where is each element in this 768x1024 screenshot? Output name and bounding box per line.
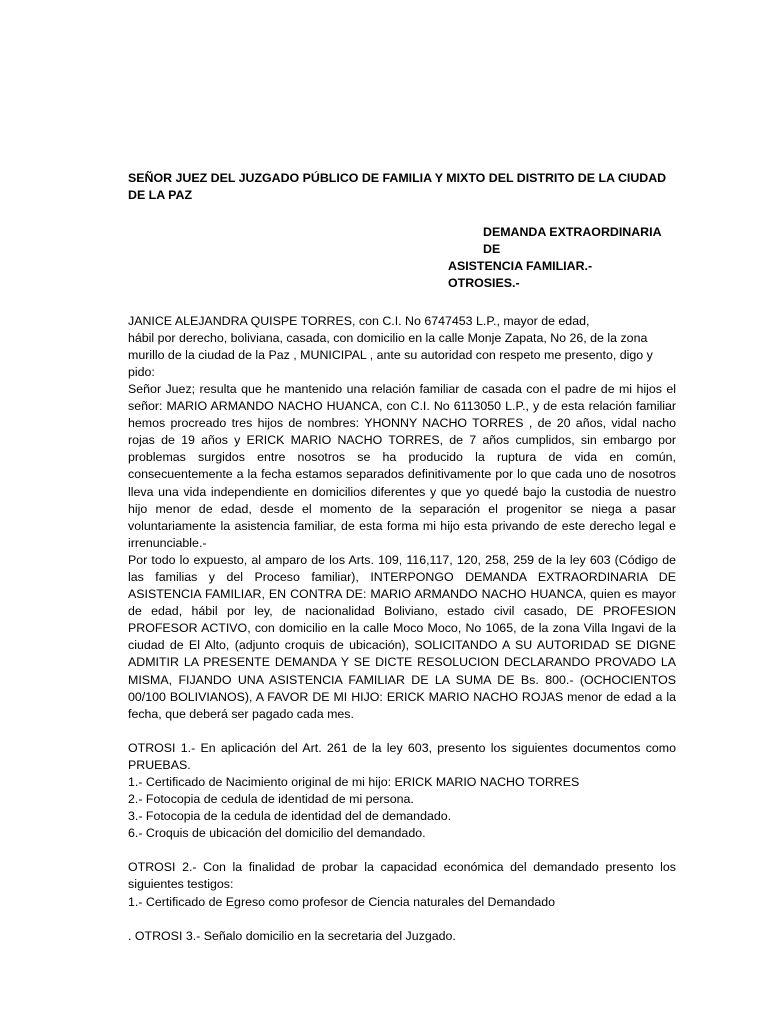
otrosi-2-intro: OTROSI 2.- Con la finalidad de probar la capacidad económica del demandado presento los siguientes testigos: (128, 860, 676, 892)
otrosi-1-item: 1.- Certificado de Nacimiento original de mi hijo: ERICK MARIO NACHO TORRES (128, 775, 580, 789)
otrosi-1-item: 2.- Fotocopia de cedula de identidad de mi persona. (128, 792, 414, 807)
subheading-line-2: ASISTENCIA FAMILIAR.- (448, 259, 593, 274)
otrosi-1-item: 6.- Croquis de ubicación del domicilio del demandado. (128, 826, 426, 841)
spacer (128, 911, 676, 928)
subheading-line-1: DEMANDA EXTRAORDINARIA DE (483, 225, 662, 257)
body-paragraph-1: Señor Juez; resulta que he mantenido una relación familiar de casada con el padre de mi hijos el señor: MARIO ARMANDO NACHO HUANCA, con C.I. No 6113050 L.P., y de esta relación familiar hemos procreado tres hijos de nombres: YHONNY NACHO TORRES , de 20 años, vidal nacho rojas de 19 años y ERICK MARIO NACHO TORRES, de 7 años cumplidos, sin embargo por problemas surgidos entre nosotros se ha producido la ruptura de vida en común, consecuentemente a la fecha estamos separados definitivamente por lo que cada uno de nosotros lleva una vida independiente en domicilios diferentes y que yo quedé bajo la custodia de nuestro hijo menor de edad, desde el momento de la separación el progenitor se niega a pasar voluntariamente la asistencia familiar, de esta forma mi hijo esta privando de este derecho legal e irrenunciable.- (128, 381, 676, 550)
spacer (128, 842, 676, 859)
document-subheading (128, 224, 676, 292)
spacer (128, 723, 676, 740)
document-heading: SEÑOR JUEZ DEL JUZGADO PÚBLICO DE FAMILIA Y MIXTO DEL DISTRITO DE LA CIUDAD DE LA PAZ (128, 171, 667, 203)
legal-document-page (128, 170, 676, 945)
intro-first-line: JANICE ALEJANDRA QUISPE TORRES, con C.I. No 6747453 L.P., mayor de edad, (128, 313, 590, 328)
spacer (128, 204, 676, 224)
body-paragraph-2: Por todo lo expuesto, al amparo de los Arts. 109, 116,117, 120, 258, 259 de la ley 603 (Código de las familias y del Proceso familiar), INTERPONGO DEMANDA EXTRAORDINARIA DE ASISTENCIA FAMILIAR, EN CONTRA DE: MARIO ARMANDO NACHO HUANCA, quien es mayor de edad, hábil por ley, de nacionalidad Boliviano, estado civil casado, DE PROFESION PROFESOR ACTIVO, con domicilio en la calle Moco Moco, No 1065, de la zona Villa Ingavi de la ciudad de El Alto, (adjunto croquis de ubicación), SOLICITANDO A SU AUTORIDAD SE DIGNE ADMITIR LA PRESENTE DEMANDA Y SE DICTE RESOLUCION DECLARANDO PROVADO LA MISMA, FIJANDO UNA ASISTENCIA FAMILIAR DE LA SUMA DE Bs. 800.- (OCHOCIENTOS 00/100 BOLIVIANOS), A FAVOR DE MI HIJO: ERICK MARIO NACHO ROJAS menor de edad a la fecha, que deberá ser pagado cada mes. (128, 552, 676, 721)
otrosi-2-item: 1.- Certificado de Egreso como profesor de Ciencia naturales del Demandado (128, 894, 556, 909)
otrosi-1-intro: OTROSI 1.- En aplicación del Art. 261 de la ley 603, presento los siguientes documentos como PRUEBAS. (128, 740, 676, 772)
otrosi-1-item: 3.- Fotocopia de la cedula de identidad del de demandado. (128, 809, 452, 824)
otrosi-3: . OTROSI 3.- Señalo domicilio en la secretaria del Juzgado. (128, 928, 456, 943)
subheading-line-3: OTROSIES.- (448, 276, 520, 291)
intro-rest: hábil por derecho, boliviana, casada, con domicilio en la calle Monje Zapata, No 26, de la zona murillo de la ciudad de la Paz , MUNICIPAL , ante su autoridad con respeto me presento, digo y pido: (128, 330, 653, 379)
spacer (128, 293, 676, 313)
